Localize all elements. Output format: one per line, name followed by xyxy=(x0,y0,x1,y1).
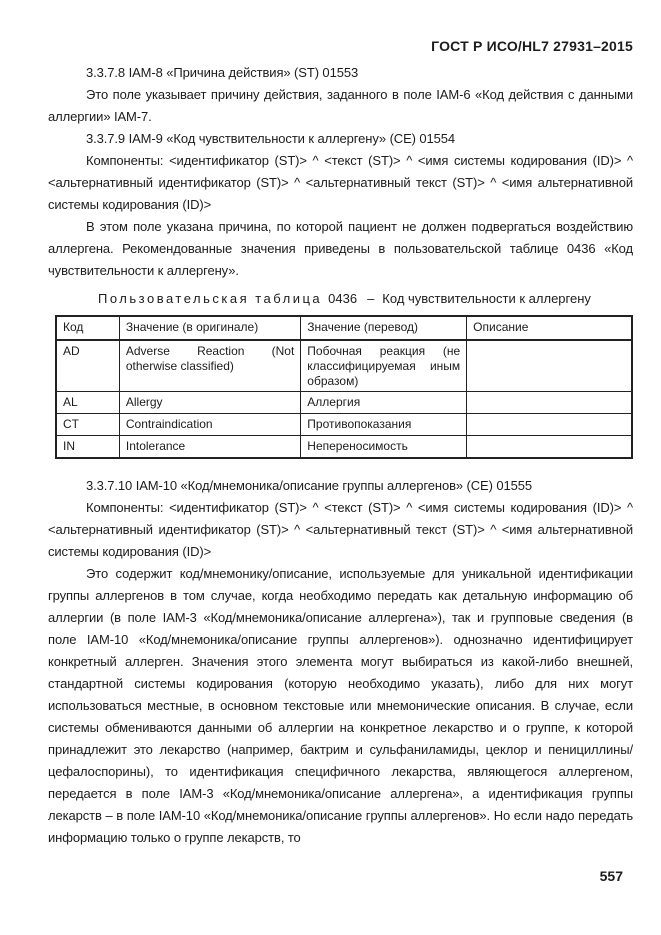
table-row xyxy=(56,436,632,458)
cell-code: AD xyxy=(56,340,119,392)
cell-code: AL xyxy=(56,392,119,414)
document-body xyxy=(48,62,633,849)
cell-translation: Противопоказания xyxy=(301,414,467,436)
paragraph-components-2: Компоненты: <идентификатор (ST)> ^ <текст (ST)> ^ <имя системы кодирования (ID)> ^ <альтернативный идентификатор (ST)> ^ <альтернативный текст (ST)> ^ <имя альтернативной системы кодирования (ID)> xyxy=(48,499,633,559)
paragraph-group-description: Это содержит код/мнемонику/описание, используемые для уникальной идентификации группы аллергенов в том случае, когда необходимо передать как детальную информацию об аллергии (в поле IAM-3 «Код/мнемоника/описание аллергена»), так и групповые сведения (в поле IAM-10 «Код/мнемоника/описание группы аллергенов»). однозначно идентифицирует конкретный аллерген. Значения этого элемента могут выбираться из какой-либо внешней, стандартной системы кодирования (которую необходимо указать), либо для них могут использоваться местные, в основном текстовые или мнемонические описания. В случае, если системы обмениваются данными об аллергии на конкретное лекарство и о группе, к которой принадлежит это лекарство (например, бактрим и сульфаниламиды, цеклор и пенициллины/цефалоспорины), то идентификация специфичного лекарства, являющегося аллергеном, передается в поле IAM-3 «Код/мнемоника/описание аллергена», а идентификация группы лекарств – в поле IAM-10 «Код/мнемоника/описание группы аллергенов». Но если надо передать информацию только о группе лекарств, то xyxy=(48,565,633,845)
cell-original: Intolerance xyxy=(119,436,300,458)
paragraph-action-reason: Это поле указывает причину действия, заданного в поле IAM-6 «Код действия с данными аллергии» IAM-7. xyxy=(48,87,633,124)
column-header-description: Описание xyxy=(467,316,632,340)
cell-translation: Побочная реакция (не классифицируемая иным образом) xyxy=(301,340,467,392)
paragraph-components-1: Компоненты: <идентификатор (ST)> ^ <текст (ST)> ^ <имя системы кодирования (ID)> ^ <альтернативный идентификатор (ST)> ^ <альтернативный текст (ST)> ^ <имя альтернативной системы кодирования (ID)> xyxy=(48,153,633,212)
table-caption-title: Код чувствительности к аллергену xyxy=(382,291,591,306)
table-caption-number: 0436 xyxy=(328,291,358,306)
cell-code: IN xyxy=(56,436,119,458)
section-heading-33710: 3.3.7.10 IAM-10 «Код/мнемоника/описание группы аллергенов» (CE) 01555 xyxy=(86,477,533,493)
cell-translation: Аллергия xyxy=(301,392,467,414)
column-header-translation: Значение (перевод) xyxy=(301,316,467,340)
table-caption-label: Пользовательская таблица xyxy=(98,291,323,306)
cell-translation: Непереносимость xyxy=(301,436,467,458)
user-table-caption xyxy=(98,288,633,310)
document-header: ГОСТ Р ИСО/HL7 27931–2015 xyxy=(431,38,633,54)
table-row xyxy=(56,414,632,436)
cell-original: Adverse Reaction (Not otherwise classified) xyxy=(119,340,300,392)
cell-original: Allergy xyxy=(119,392,300,414)
paragraph-sensitivity: В этом поле указана причина, по которой пациент не должен подвергаться воздействию аллергена. Рекомендованные значения приведены в пользовательской таблице 0436 «Код чувствительности к аллергену». xyxy=(48,219,633,278)
cell-description xyxy=(467,414,632,436)
cell-description xyxy=(467,340,632,392)
cell-description xyxy=(467,436,632,458)
table-row xyxy=(56,340,632,392)
allergy-sensitivity-table xyxy=(55,315,633,459)
table-caption-dash: – xyxy=(367,291,375,306)
column-header-original: Значение (в оригинале) xyxy=(119,316,300,340)
cell-description xyxy=(467,392,632,414)
section-heading-3378: 3.3.7.8 IAM-8 «Причина действия» (ST) 01553 xyxy=(86,65,359,80)
cell-code: CT xyxy=(56,414,119,436)
cell-original: Contraindication xyxy=(119,414,300,436)
table-header-row xyxy=(56,316,632,340)
section-heading-3379: 3.3.7.9 IAM-9 «Код чувствительности к аллергену» (CE) 01554 xyxy=(86,131,456,146)
page-number: 557 xyxy=(599,868,623,884)
column-header-code: Код xyxy=(56,316,119,340)
table-row xyxy=(56,392,632,414)
